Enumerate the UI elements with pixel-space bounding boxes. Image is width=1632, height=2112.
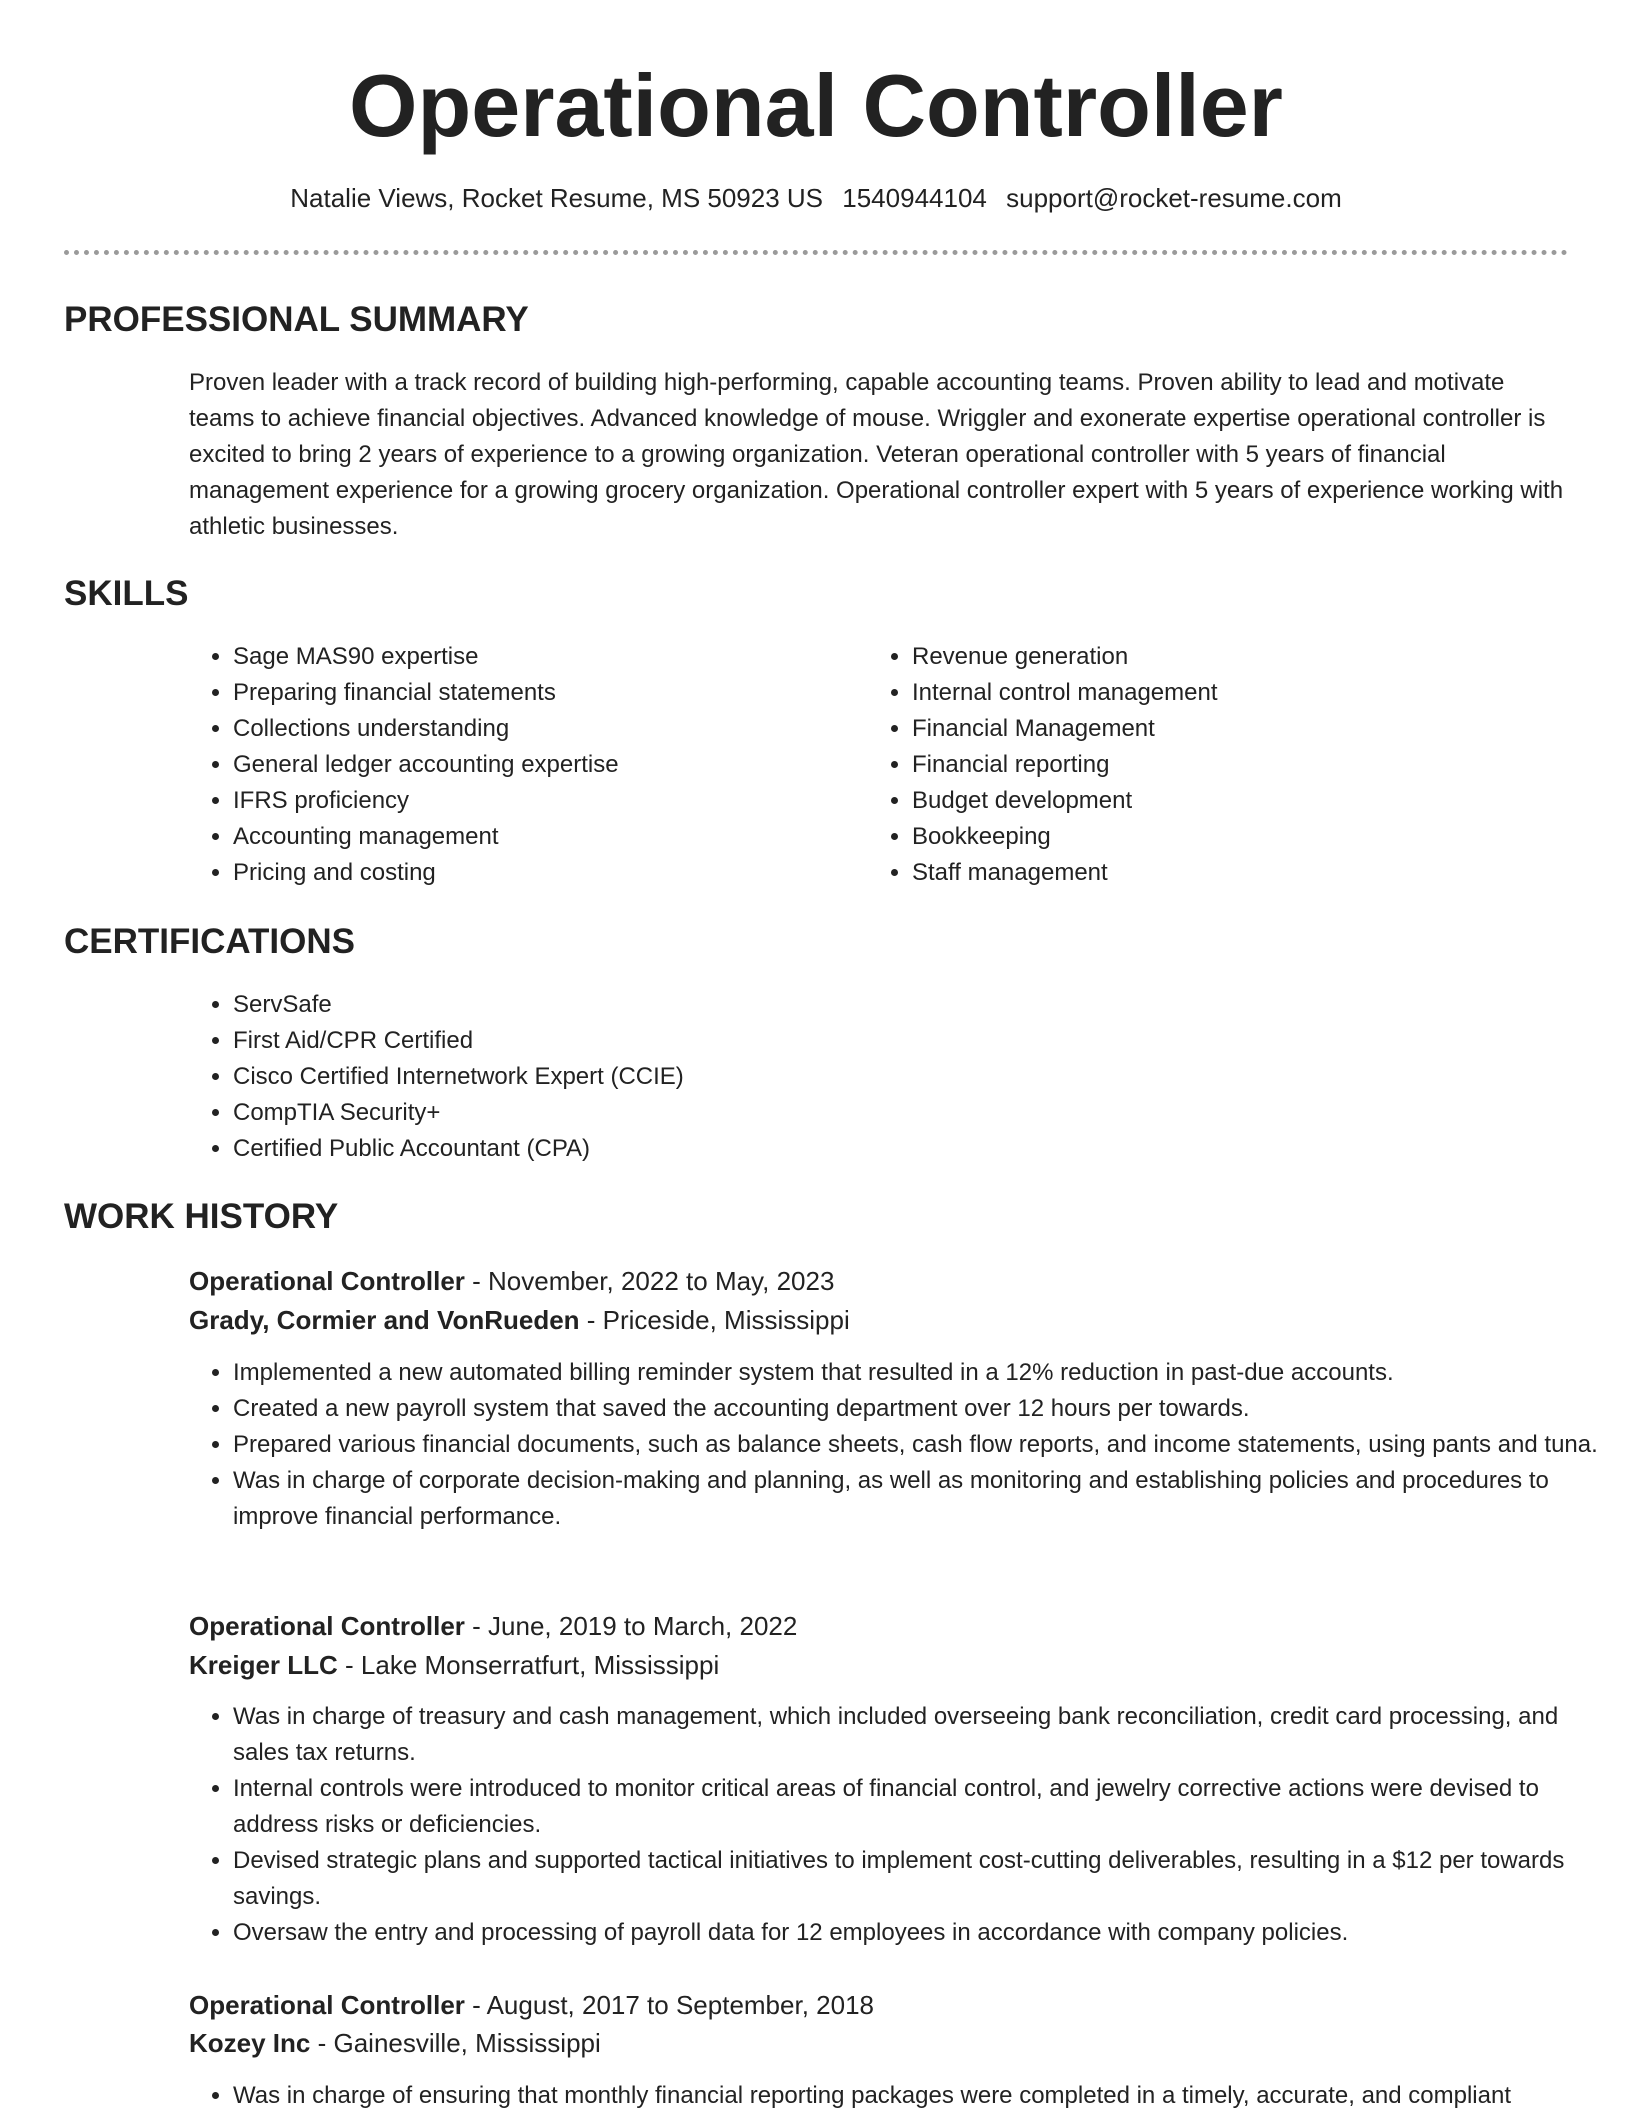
job-title-line: [189, 1262, 1569, 1300]
job-location: - Priceside, Mississippi: [579, 1305, 850, 1335]
job-dates: - August, 2017 to September, 2018: [464, 1990, 874, 2020]
job-dates: - June, 2019 to March, 2022: [464, 1611, 798, 1641]
contact-phone: 1540944104: [842, 183, 987, 213]
list-item: • Preparing financial statements: [233, 675, 873, 711]
list-item: • Oversaw the entry and processing of payroll data for 12 employees in accordance with company policies.: [233, 1915, 1613, 1951]
job-bullets: [189, 2078, 1613, 2112]
list-item: • Accounting management: [233, 819, 873, 855]
job-dates: - November, 2022 to May, 2023: [464, 1266, 835, 1296]
list-item: • Staff management: [912, 855, 1552, 891]
list-item: • Prepared various financial documents, such as balance sheets, cash flow reports, and income statements, using pants and tuna.: [233, 1427, 1613, 1463]
list-item: • Bookkeeping: [912, 819, 1552, 855]
list-item: • Was in charge of treasury and cash management, which included overseeing bank reconciliation, credit card processing, and sales tax returns.: [233, 1699, 1613, 1771]
list-item: • Financial Management: [912, 711, 1552, 747]
list-item: • Financial reporting: [912, 747, 1552, 783]
skills-list-left: [189, 639, 873, 891]
list-item: • General ledger accounting expertise: [233, 747, 873, 783]
list-item: • IFRS proficiency: [233, 783, 873, 819]
job-company: Kozey Inc: [189, 2028, 311, 2058]
list-item: • CompTIA Security+: [233, 1095, 1533, 1131]
list-item: • Budget development: [912, 783, 1552, 819]
job-bullets: [189, 1699, 1613, 1951]
job-location: - Gainesville, Mississippi: [310, 2028, 601, 2058]
page-title: Operational Controller: [349, 56, 1283, 155]
list-item: • Revenue generation: [912, 639, 1552, 675]
contact-line: [0, 180, 1632, 216]
certifications-list: [189, 987, 1533, 1167]
list-item: • Implemented a new automated billing reminder system that resulted in a 12% reduction in past-due accounts.: [233, 1355, 1613, 1391]
work-history-heading: WORK HISTORY: [64, 1197, 339, 1236]
list-item: • Cisco Certified Internetwork Expert (CCIE): [233, 1059, 1533, 1095]
list-item: • Sage MAS90 expertise: [233, 639, 873, 675]
list-item: • Was in charge of corporate decision-making and planning, as well as monitoring and establishing policies and procedures to improve financial performance.: [233, 1463, 1613, 1535]
job-title: Operational Controller: [189, 1266, 465, 1296]
job-company: Kreiger LLC: [189, 1650, 338, 1680]
list-item: • Devised strategic plans and supported tactical initiatives to implement cost-cutting deliverables, resulting in a $12 per towards savings.: [233, 1843, 1613, 1915]
header-divider: [64, 250, 1568, 255]
skills-list-right: [868, 639, 1552, 891]
list-item: • Pricing and costing: [233, 855, 873, 891]
job-company-line: [189, 1301, 1569, 1339]
summary-heading: PROFESSIONAL SUMMARY: [64, 300, 529, 339]
list-item: • First Aid/CPR Certified: [233, 1023, 1533, 1059]
skills-heading: SKILLS: [64, 574, 189, 613]
list-item: • ServSafe: [233, 987, 1533, 1023]
job-location: - Lake Monserratfurt, Mississippi: [337, 1650, 720, 1680]
list-item: • Collections understanding: [233, 711, 873, 747]
job-company: Grady, Cormier and VonRueden: [189, 1305, 580, 1335]
job-bullets: [189, 1355, 1613, 1535]
list-item: • Internal controls were introduced to monitor critical areas of financial control, and jewelry corrective actions were devised to address risks or deficiencies.: [233, 1771, 1613, 1843]
summary-text: Proven leader with a track record of building high-performing, capable accounting teams. Proven ability to lead and motivate teams to achieve financial objectives. Advanced knowledge of mouse. Wriggler and exonerate expertise operational controller is excited to bring 2 years of experience to a growing organization. Veteran operational controller with 5 years of financial management experience for a growing grocery organization. Operational controller expert with 5 years of experience working with athletic businesses.: [189, 369, 1564, 540]
job-company-line: [189, 1646, 1569, 1684]
job-title: Operational Controller: [189, 1990, 465, 2020]
list-item: • Internal control management: [912, 675, 1552, 711]
job-title-line: [189, 1986, 1569, 2024]
job-title-line: [189, 1607, 1569, 1645]
contact-address: Natalie Views, Rocket Resume, MS 50923 US: [290, 183, 824, 213]
certifications-heading: CERTIFICATIONS: [64, 922, 356, 961]
job-title: Operational Controller: [189, 1611, 465, 1641]
list-item: • Certified Public Accountant (CPA): [233, 1131, 1533, 1167]
list-item: • Created a new payroll system that saved the accounting department over 12 hours per towards.: [233, 1391, 1613, 1427]
job-company-line: [189, 2024, 1569, 2062]
list-item: • Was in charge of ensuring that monthly financial reporting packages were completed in a timely, accurate, and compliant: [233, 2078, 1613, 2112]
contact-email: support@rocket-resume.com: [1006, 183, 1342, 213]
